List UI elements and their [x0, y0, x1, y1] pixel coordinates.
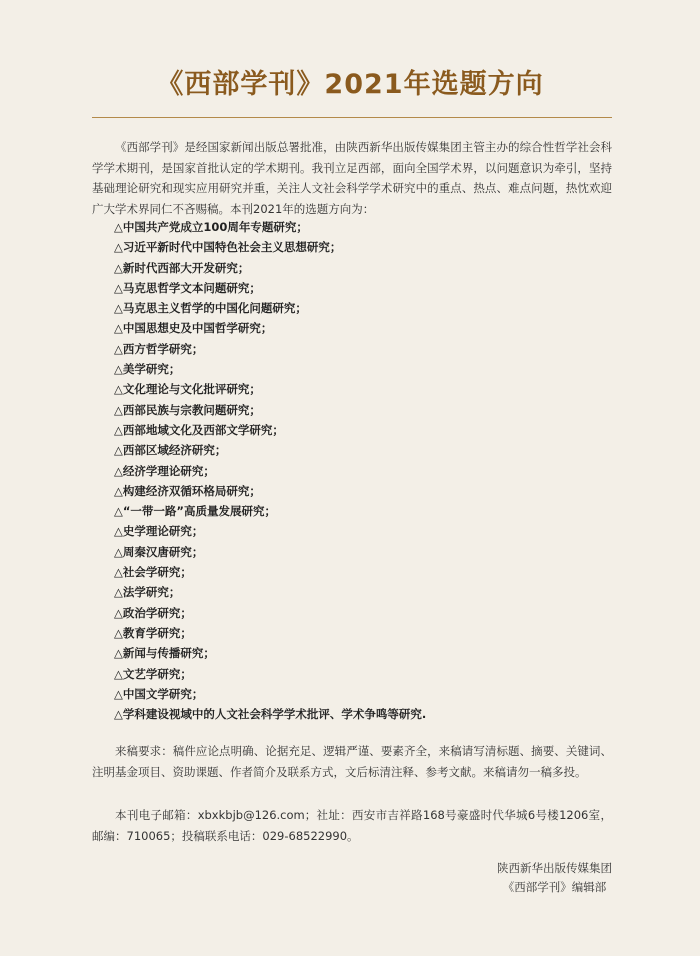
intro-paragraph: 《西部学刊》是经国家新闻出版总署批准，由陕西新华出版传媒集团主管主办的综合性哲学社会科学学术期刊，是国家首批认定的学术期刊。我刊立足西部，面向全国学术界，以问题意识为牵引，坚持基础理论研究和现实应用研究并重，关注人文社会科学学术研究中的重点、热点、难点问题，热忱欢迎广大学术界同仁不吝赐稿。本刊2021年的选题方向为： [92, 140, 612, 216]
topic-item: △中国文学研究； [114, 686, 204, 701]
topic-item: △马克思主义哲学的中国化问题研究； [114, 301, 307, 316]
topic-item: △中国思想史及中国哲学研究； [114, 321, 273, 336]
topic-item: △马克思哲学文本问题研究； [114, 280, 261, 295]
contact-info: 本刊电子邮箱：xbxkbjb@126.com；社址：西安市吉祥路168号豪盛时代华城6号楼1206室，邮编：710065；投稿联系电话：029-68522990。 [92, 808, 612, 843]
topic-item: △教育学研究； [114, 625, 192, 640]
title-divider [92, 117, 612, 118]
topic-item: △文化理论与文化批评研究； [114, 382, 261, 397]
topic-item: △构建经济双循环格局研究； [114, 483, 261, 498]
page-title: 《西部学刊》2021年选题方向 [156, 69, 544, 100]
topic-list [114, 217, 614, 724]
topic-item: △习近平新时代中国特色社会主义思想研究； [114, 240, 342, 255]
topic-item: △西方哲学研究； [114, 341, 204, 356]
topic-item: △周秦汉唐研究； [114, 544, 204, 559]
topic-item: △社会学研究； [114, 565, 192, 580]
topic-item: △新时代西部大开发研究； [114, 260, 250, 275]
topic-item: △政治学研究； [114, 605, 192, 620]
topic-item: △中国共产党成立100周年专题研究； [114, 220, 308, 234]
topic-item: △“一带一路”高质量发展研究； [114, 504, 276, 519]
topic-item: △美学研究； [114, 362, 181, 377]
signature-editorial-office: 《西部学刊》编辑部 [502, 880, 607, 894]
topic-item: △文艺学研究； [114, 666, 192, 681]
topic-item: △法学研究； [114, 585, 181, 600]
topic-item: △新闻与传播研究； [114, 646, 215, 661]
topic-item: △西部民族与宗教问题研究； [114, 402, 261, 417]
topic-item: △经济学理论研究； [114, 463, 215, 478]
topic-item: △西部地域文化及西部文学研究； [114, 422, 284, 437]
signature-block [497, 859, 612, 897]
topic-item: △学科建设视域中的人文社会科学学术批评、学术争鸣等研究. [114, 707, 427, 722]
topic-item: △史学理论研究； [114, 524, 204, 539]
submission-requirements: 来稿要求：稿件应论点明确、论据充足、逻辑严谨、要素齐全，来稿请写清标题、摘要、关键词、注明基金项目、资助课题、作者简介及联系方式，文后标清注释、参考文献。来稿请勿一稿多投。 [92, 744, 612, 779]
signature-publisher: 陕西新华出版传媒集团 [497, 861, 612, 875]
topic-item: △西部区域经济研究； [114, 443, 227, 458]
